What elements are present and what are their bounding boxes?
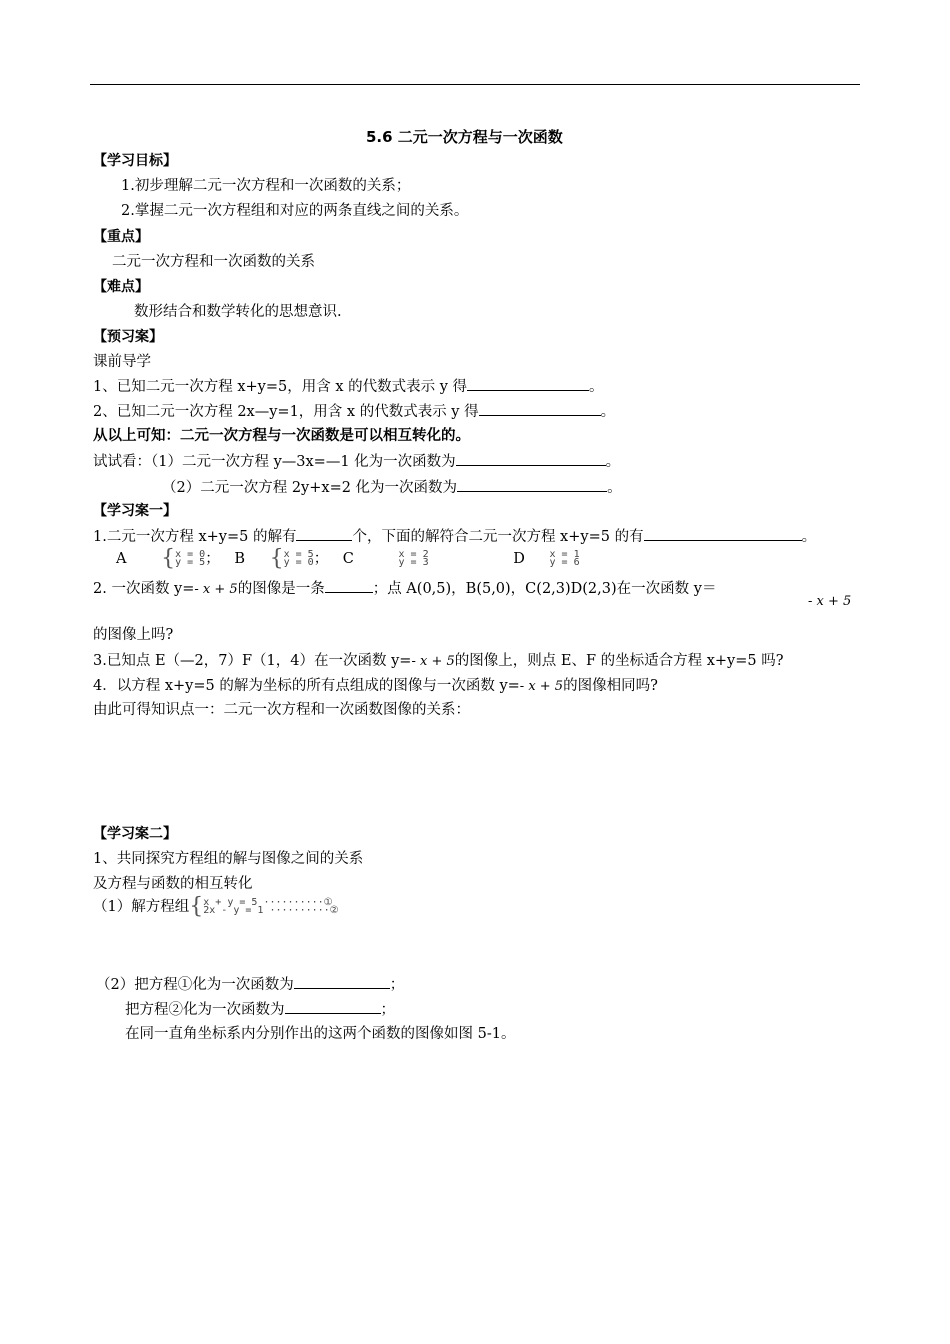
case1-question-3: 3.已知点 E（—2，7）F（1，4）在一次函数 y=- x + 5的图像上，则点 E、F 的坐标适合方程 x+y=5 吗? (93, 653, 784, 669)
case1-question-1: 1.二元一次方程 x+y=5 的解有 个，下面的解符合二元一次方程 x+y=5 的有 。 (93, 526, 816, 547)
case2-line-1: 1、共同探究方程组的解与图像之间的关系 (93, 851, 364, 867)
math-expression: - x + 5 (194, 582, 238, 597)
brace-icon: { (269, 546, 284, 571)
option-label: A (116, 551, 127, 567)
try-question-1: 试试看：（1）二元一次方程 y—3x=—1 化为一次函数为 。 (93, 451, 620, 472)
option-label: B (234, 551, 245, 567)
knowledge-point-1: 由此可得知识点一：二元一次方程和一次函数图像的关系： (93, 702, 470, 718)
answer-blank[interactable] (285, 999, 381, 1014)
case1-question-2: 2. 一次函数 y=- x + 5的图像是一条 ；点 A(0,5)，B(5,0)，C(2,3)D(2,3)在一次函数 y＝ (93, 578, 716, 600)
goals-heading: 【学习目标】 (93, 153, 177, 169)
preview-conclusion: 从以上可知：二元一次方程与一次函数是可以相互转化的。 (93, 427, 470, 444)
key-point-heading: 【重点】 (93, 229, 149, 245)
page-title: 5.6 二元一次方程与一次函数 (366, 128, 563, 146)
goal-item: 1.初步理解二元一次方程和一次函数的关系； (121, 178, 411, 194)
difficulty-heading: 【难点】 (93, 279, 149, 295)
answer-blank[interactable] (479, 401, 601, 416)
answer-blank[interactable] (294, 974, 390, 989)
brace-icon: { (189, 894, 204, 919)
key-point-text: 二元一次方程和一次函数的关系 (112, 254, 315, 270)
case1-question-4: 4．以方程 x+y=5 的解为坐标的所有点组成的图像与一次函数 y=- x + 5的图像相同吗? (93, 678, 658, 694)
option-label: D (513, 551, 525, 567)
case1-question-2-cont: 的图像上吗? (93, 627, 174, 643)
option-system: x = 0 y = 5 (175, 549, 206, 568)
case1-options: A {x = 0 y = 5； B {x = 5 y = 0； C x = 2 y = 3 D x = 1 y = 6 (116, 546, 580, 571)
answer-blank[interactable] (296, 526, 352, 541)
case2-heading: 【学习案二】 (93, 826, 177, 842)
option-system: x = 2 y = 3 (398, 549, 429, 568)
answer-blank[interactable] (467, 376, 589, 391)
case1-heading: 【学习案一】 (93, 503, 177, 519)
brace-icon: { (161, 546, 176, 571)
case2-line-2: 及方程与函数的相互转化 (93, 876, 253, 892)
case2-solve-system: （1）解方程组{x + y = 5 ··········① 2x - y = 1 ··········② (93, 894, 339, 919)
answer-blank[interactable] (644, 526, 802, 541)
goal-item: 2.掌握二元一次方程组和对应的两条直线之间的关系。 (121, 203, 469, 219)
case2-graph-note: 在同一直角坐标系内分别作出的这两个函数的图像如图 5-1。 (125, 1026, 516, 1042)
try-question-2: （2）二元一次方程 2y+x=2 化为一次函数为 。 (162, 477, 622, 498)
answer-blank[interactable] (325, 578, 373, 593)
answer-blank[interactable] (457, 477, 607, 492)
option-system: x = 1 y = 6 (549, 549, 580, 568)
math-expression: - x + 5 (808, 594, 852, 609)
preview-question-2: 2、已知二元一次方程 2x—y=1，用含 x 的代数式表示 y 得 。 (93, 401, 615, 422)
equation-system: x + y = 5 ··········① 2x - y = 1 ··········② (203, 897, 339, 916)
case2-convert-2: 把方程②化为一次函数为 ； (125, 999, 395, 1020)
preview-heading: 【预习案】 (93, 329, 163, 345)
option-system: x = 5 y = 0 (283, 549, 314, 568)
answer-blank[interactable] (456, 451, 606, 466)
case2-convert-1: （2）把方程①化为一次函数为 ； (96, 974, 404, 995)
preview-question-1: 1、已知二元一次方程 x+y=5，用含 x 的代数式表示 y 得 。 (93, 376, 604, 397)
header-rule (90, 84, 860, 85)
preview-intro: 课前导学 (93, 354, 151, 370)
difficulty-text: 数形结合和数学转化的思想意识. (134, 304, 342, 320)
option-label: C (342, 551, 354, 567)
